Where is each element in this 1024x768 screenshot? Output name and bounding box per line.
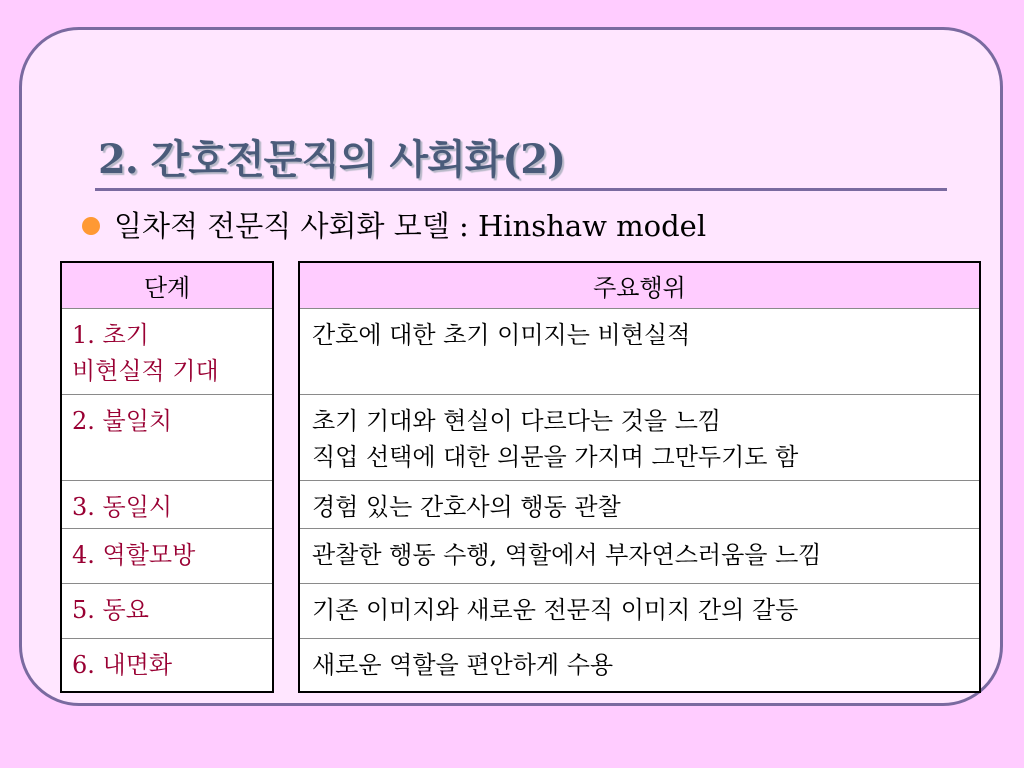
- action-cell: [299, 583, 980, 638]
- stage-cell: [61, 308, 273, 394]
- stage-cell: [61, 528, 273, 583]
- table-row: [61, 480, 273, 528]
- table-header-row: [61, 262, 273, 308]
- action-table: [298, 261, 981, 693]
- table-header-row: [299, 262, 980, 308]
- table-row: [299, 394, 980, 480]
- bullet-dot-icon: [82, 217, 100, 235]
- stage-table: [60, 261, 274, 693]
- stage-label: 2. 불일치: [72, 406, 173, 435]
- table-row: [299, 308, 980, 394]
- stage-label-line2: 비현실적 기대: [72, 356, 219, 385]
- slide-title: 2. 간호전문직의 사회화(2): [98, 136, 566, 183]
- action-text: 새로운 역할을 편안하게 수용: [312, 650, 614, 679]
- table-row: [61, 528, 273, 583]
- stage-cell: [61, 480, 273, 528]
- bullet-text: 일차적 전문직 사회화 모델 : Hinshaw model: [114, 209, 707, 243]
- action-cell: [299, 308, 980, 394]
- stage-label: 3. 동일시: [72, 492, 173, 521]
- stage-cell: [61, 638, 273, 692]
- table-row: [299, 480, 980, 528]
- action-text: 초기 기대와 현실이 다르다는 것을 느낌: [312, 406, 722, 435]
- action-cell: [299, 480, 980, 528]
- action-text: 간호에 대한 초기 이미지는 비현실적: [312, 320, 691, 349]
- stage-cell: [61, 394, 273, 480]
- table-row: [61, 308, 273, 394]
- stage-label: 1. 초기: [72, 320, 149, 349]
- action-text-line2: 직업 선택에 대한 의문을 가지며 그만두기도 함: [312, 442, 799, 471]
- stage-label: 6. 내면화: [72, 650, 173, 679]
- stage-header: 단계: [61, 262, 273, 308]
- action-cell: [299, 528, 980, 583]
- stage-label: 4. 역할모방: [72, 540, 196, 569]
- table-row: [299, 638, 980, 692]
- table-row: [61, 638, 273, 692]
- action-cell: [299, 638, 980, 692]
- stage-cell: [61, 583, 273, 638]
- action-header: 주요행위: [299, 262, 980, 308]
- table-row: [299, 583, 980, 638]
- action-cell: [299, 394, 980, 480]
- bullet-item: [82, 204, 706, 245]
- table-row: [299, 528, 980, 583]
- stage-label: 5. 동요: [72, 595, 149, 624]
- table-row: [61, 583, 273, 638]
- action-text: 경험 있는 간호사의 행동 관찰: [312, 492, 621, 521]
- title-underline: [95, 188, 947, 191]
- table-row: [61, 394, 273, 480]
- action-text: 관찰한 행동 수행, 역할에서 부자연스러움을 느낌: [312, 540, 822, 569]
- action-text: 기존 이미지와 새로운 전문직 이미지 간의 갈등: [312, 595, 799, 624]
